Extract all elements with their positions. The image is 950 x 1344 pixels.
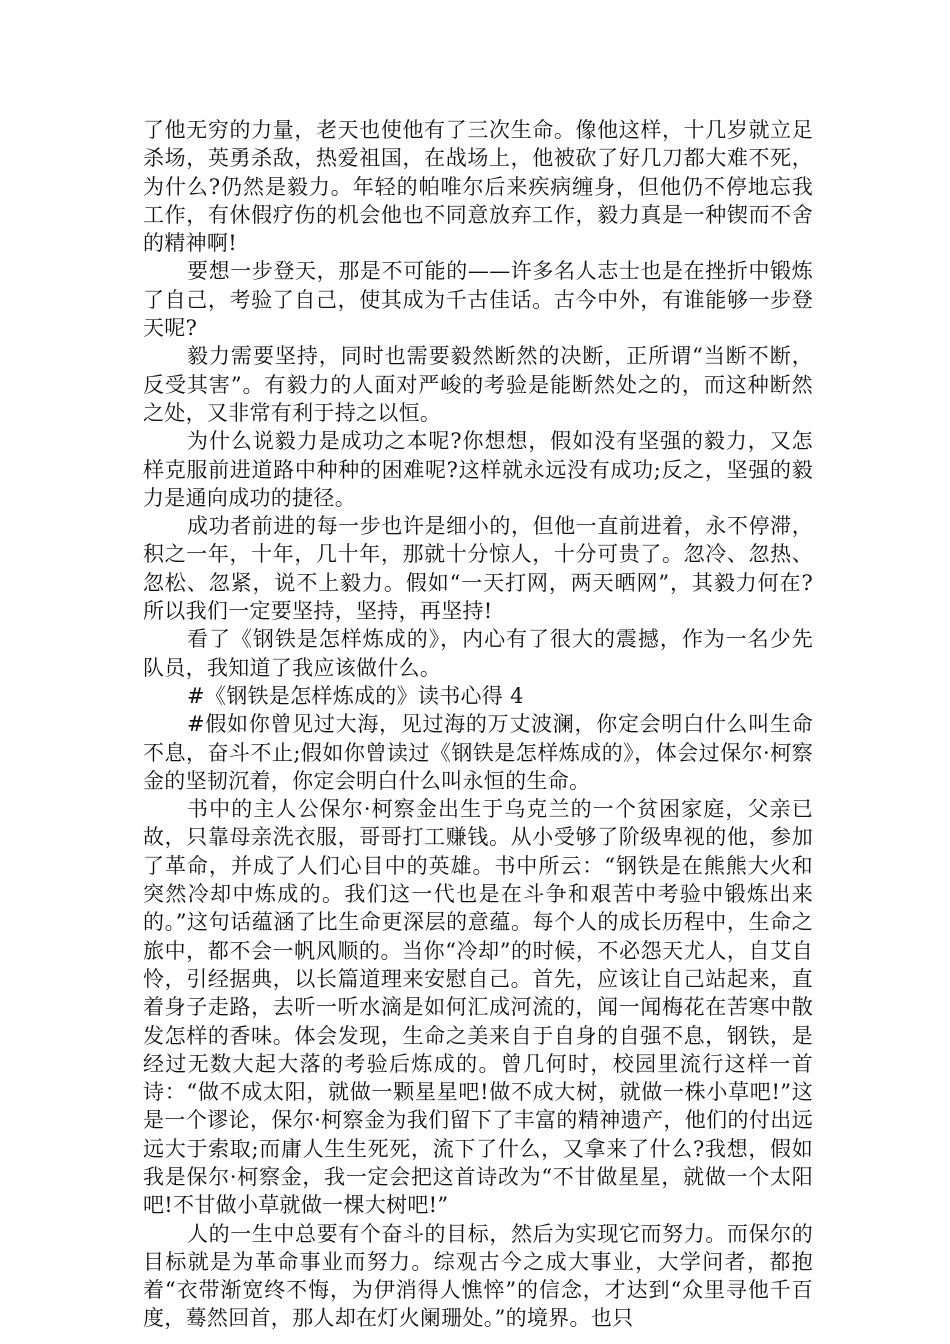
paragraph-9: 人的一生中总要有个奋斗的目标，然后为实现它而努力。而保尔的目标就是为革命事业而努力。综观古今之成大事业，大学问者，都抱着“衣带渐宽终不悔，为伊消得人憔悴”的信念，才达到“众里寻他千百度，蓦然回首，那人却在灯火阑珊处。”的境界。也只 [143,1221,813,1331]
paragraph-3: 毅力需要坚持，同时也需要毅然断然的决断，正所谓“当断不断，反受其害”。有毅力的人面对严峻的考验是能断然处之的，而这种断然之处，又非常有利于持之以恒。 [143,344,813,425]
paragraph-4: 为什么说毅力是成功之本呢?你想想，假如没有坚强的毅力，又怎样克服前进道路中种种的困难呢?这样就永远没有成功;反之，坚强的毅力是通向成功的捷径。 [143,429,813,510]
paragraph-8: 书中的主人公保尔·柯察金出生于乌克兰的一个贫困家庭，父亲已故，只靠母亲洗衣服，哥哥打工赚钱。从小受够了阶级卑视的他，参加了革命，并成了人们心目中的英雄。书中所云：“钢铁是在熊熊大火和突然冷却中炼成的。我们这一代也是在斗争和艰苦中考验中锻炼出来的。”这句话蕴涵了比生命更深层的意蕴。每个人的成长历程中，生命之旅中，都不会一帆风顺的。当你“冷却”的时候，不必怨天尤人，自艾自怜，引经据典，以长篇道理来安慰自己。首先，应该让自己站起来，直着身子走路，去听一听水滴是如何汇成河流的，闻一闻梅花在苦寒中散发怎样的香味。体会发现，生命之美来自于自身的自强不息，钢铁，是经过无数大起大落的考验后炼成的。曾几何时，校园里流行这样一首诗：“做不成太阳，就做一颗星星吧!做不成大树，就做一株小草吧!”这是一个谬论，保尔·柯察金为我们留下了丰富的精神遗产，他们的付出远远大于索取;而庸人生生死死，流下了什么，又拿来了什么?我想，假如我是保尔·柯察金，我一定会把这首诗改为“不甘做星星，就做一个太阳吧!不甘做小草就做一棵大树吧!” [143,797,813,1218]
paragraph-2: 要想一步登天，那是不可能的——许多名人志士也是在挫折中锻炼了自己，考验了自己，使其成为千古佳话。古今中外，有谁能够一步登天呢? [143,259,813,341]
section-heading: #《钢铁是怎样炼成的》读书心得 4 [187,683,524,708]
paragraph-7: #假如你曾见过大海，见过海的万丈波澜，你定会明白什么叫生命不息，奋斗不止;假如你曾读过《钢铁是怎样炼成的》，体会过保尔·柯察金的坚韧沉着，你定会明白什么叫永恒的生命。 [143,712,813,793]
paragraph-6: 看了《钢铁是怎样炼成的》，内心有了很大的震撼，作为一名少先队员，我知道了我应该做什么。 [143,627,813,680]
document-page [143,116,813,1333]
paragraph-5: 成功者前进的每一步也许是细小的，但他一直前进着，永不停滞，积之一年，十年，几十年，那就十分惊人，十分可贵了。忽冷、忽热、忽松、忽紧，说不上毅力。假如“一天打网，两天晒网”，其毅力何在?所以我们一定要坚持，坚持，再坚持! [143,514,813,624]
paragraph-1: 了他无穷的力量，老天也使他有了三次生命。像他这样，十几岁就立足杀场，英勇杀敌，热爱祖国，在战场上，他被砍了好几刀都大难不死，为什么?仍然是毅力。年轻的帕唯尔后来疾病缠身，但他仍不停地忘我工作，有休假疗伤的机会他也不同意放弃工作，毅力真是一种锲而不舍的精神啊! [143,118,813,256]
